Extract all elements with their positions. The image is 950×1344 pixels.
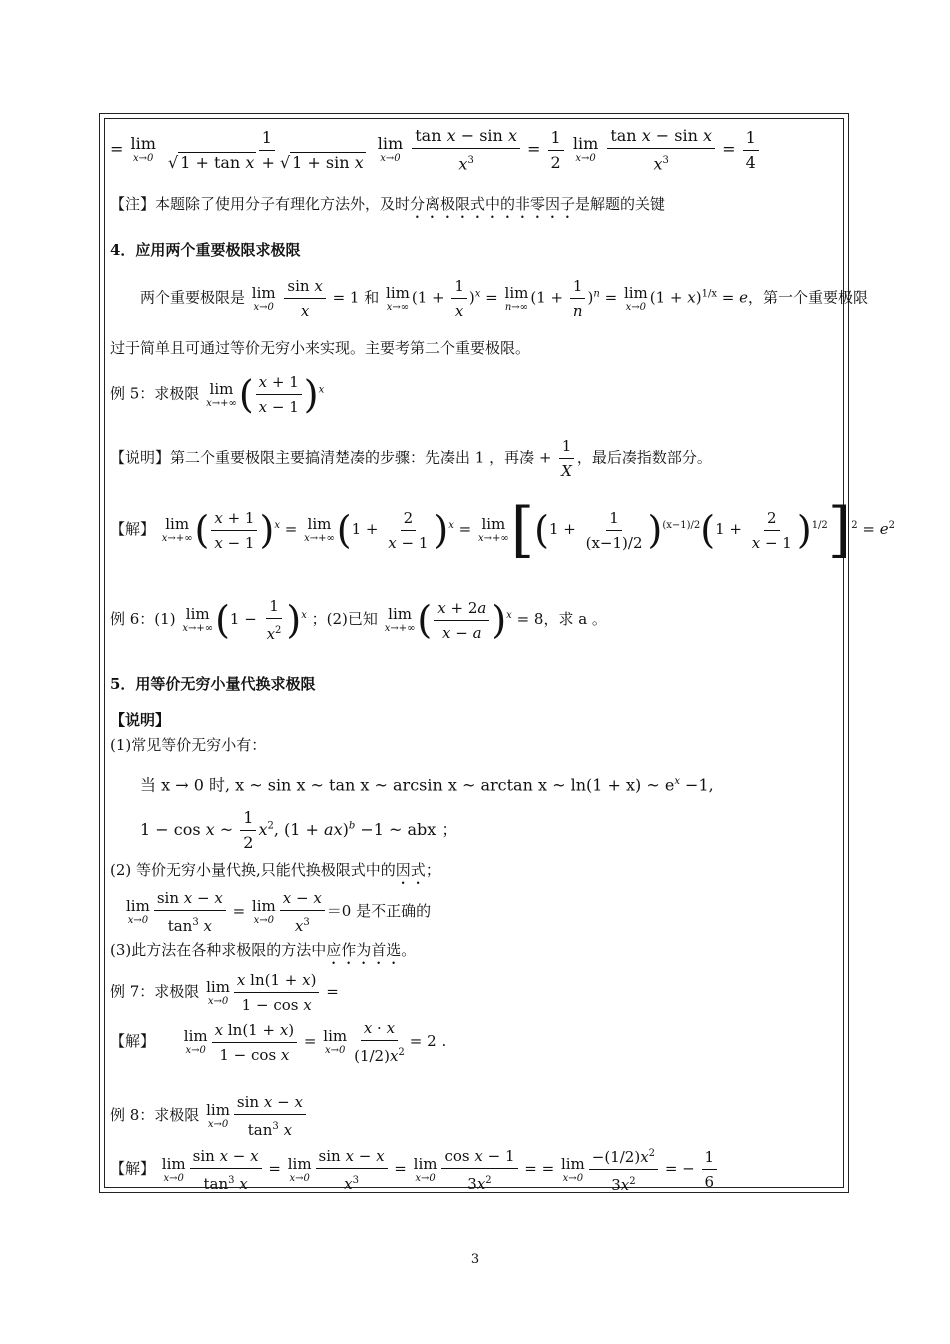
section-4-p2: 过于简单且可通过等价无穷小来实现。主要考第二个重要极限。 xyxy=(110,339,531,357)
example-6: 例 6：(1) lim x→+∞ (1 − $\frac{1}{x^2}$ )$^x$ ；(2)已知 lim x→+∞ ( $\frac{x + 2a}{x - a}$ )$^x$ = 8，求 a 。 xyxy=(110,597,607,643)
solution-7: 【解】 lim x→0 $\frac{\text{x ln(1 + x)}}{\text{1 − cos x}}$ = lim x→0 $\frac{x \cdot x}{(1/2)x^2}$ = 2 . xyxy=(110,1019,447,1065)
section-5-heading: 5．用等价无穷小量代换求极限 xyxy=(110,675,316,693)
solution-8: 【解】 lim x→0 $\frac{\text{sin x − x}}{\tan^3 x}$ = lim x→0 $\frac{\text{sin x − x}}{x^3}$ = lim x→0 $\frac{\text{cos x − 1}}{3x^2}$ = = lim x→0 $\frac{-(1/2)x^2}{3x^2}$ = − $\frac{1}{6}$ xyxy=(110,1144,842,1195)
section-5-item-1: (1)常见等价无穷小有： xyxy=(110,736,267,754)
note-2: 【说明】第二个重要极限主要搞清楚凑的步骤：先凑出 1 ，再凑 + $\frac{1}{X}$ ，最后凑指数部分。 xyxy=(110,437,712,480)
example-8: 例 8：求极限 lim x→0 $\frac{\text{sin x − x}}{\tan^3 x}$ xyxy=(110,1092,842,1140)
section-5-note-title: 【说明】 xyxy=(110,711,171,729)
note-1: 【注】本题除了使用分子有理化方法外，及时分离极限式中的非零因子是解题的关键 xyxy=(110,195,666,213)
equivalence-list-1: 当 x → 0 时, x ~ sin x ~ tan x ~ arcsin x ~ arctan x ~ ln(1 + x) ~ $e^x -1$, xyxy=(140,775,714,795)
section-5-item-3: (3)此方法在各种求极限的方法中应作为首选。 xyxy=(110,941,417,959)
wrong-substitution: lim x→0 $\frac{\text{sin x − x}}{\tan^3 x}$ = lim x→0 $\frac{x - x}{x^3}$ ＝0 是不正确的 xyxy=(126,889,432,935)
page-number: 3 xyxy=(470,1252,480,1267)
section-5-item-2: (2) 等价无穷小量代换,只能代换极限式中的因式； xyxy=(110,861,441,879)
solution-5: 【解】 lim x→+∞ ( $\frac{x + 1}{x - 1}$ )$^x$ = lim x→+∞ (1 + $\frac{2}{x - 1}$ )$^x$ = lim x→+∞ [(1 + $\frac{1}{(x-1)/2}$ )$^{(x-1)/2}$(1 + $\frac{2}{x - 1}$ )$^{1/2}]^2 = e^2$ xyxy=(110,495,895,565)
equivalence-list-2: 1 − cos x ~ $\frac{1}{2}$ $x^2$, (1 + ax)$^b$ −1 ~ abx ； xyxy=(140,808,458,852)
example-7: 例 7：求极限 lim x→0 $\frac{\text{x ln(1 + x)}}{\text{1 − cos x}}$ = xyxy=(110,971,339,1014)
section-4-heading: 4．应用两个重要极限求极限 xyxy=(110,241,301,259)
important-limits: 两个重要极限是 lim x→0 $\frac{\text{sin x}}{x}$ = 1 和 lim x→∞ (1 + $\frac{1}{x}$ )$^x$ = lim n→∞ (1 + $\frac{1}{n}$ )$^n$ = lim x→0 $(1 + x)^{1/x} = e$，第一个重要极限 xyxy=(140,277,868,320)
intro-equation: = lim x→0 $\frac{1}{\text{√ 1 + tan x + √ 1 + sin x}}$ lim x→0 $\frac{\text{tan x − sin x}}{x^3}$ = $\frac{1}{2}$ lim x→0 $\frac{\text{tan x − sin x}}{x^3}$ = $\frac{1}{4}$ xyxy=(110,126,842,174)
example-5: 例 5：求极限 lim x→+∞ ( $\frac{x + 1}{x - 1}$ )$^x$ xyxy=(110,372,325,417)
